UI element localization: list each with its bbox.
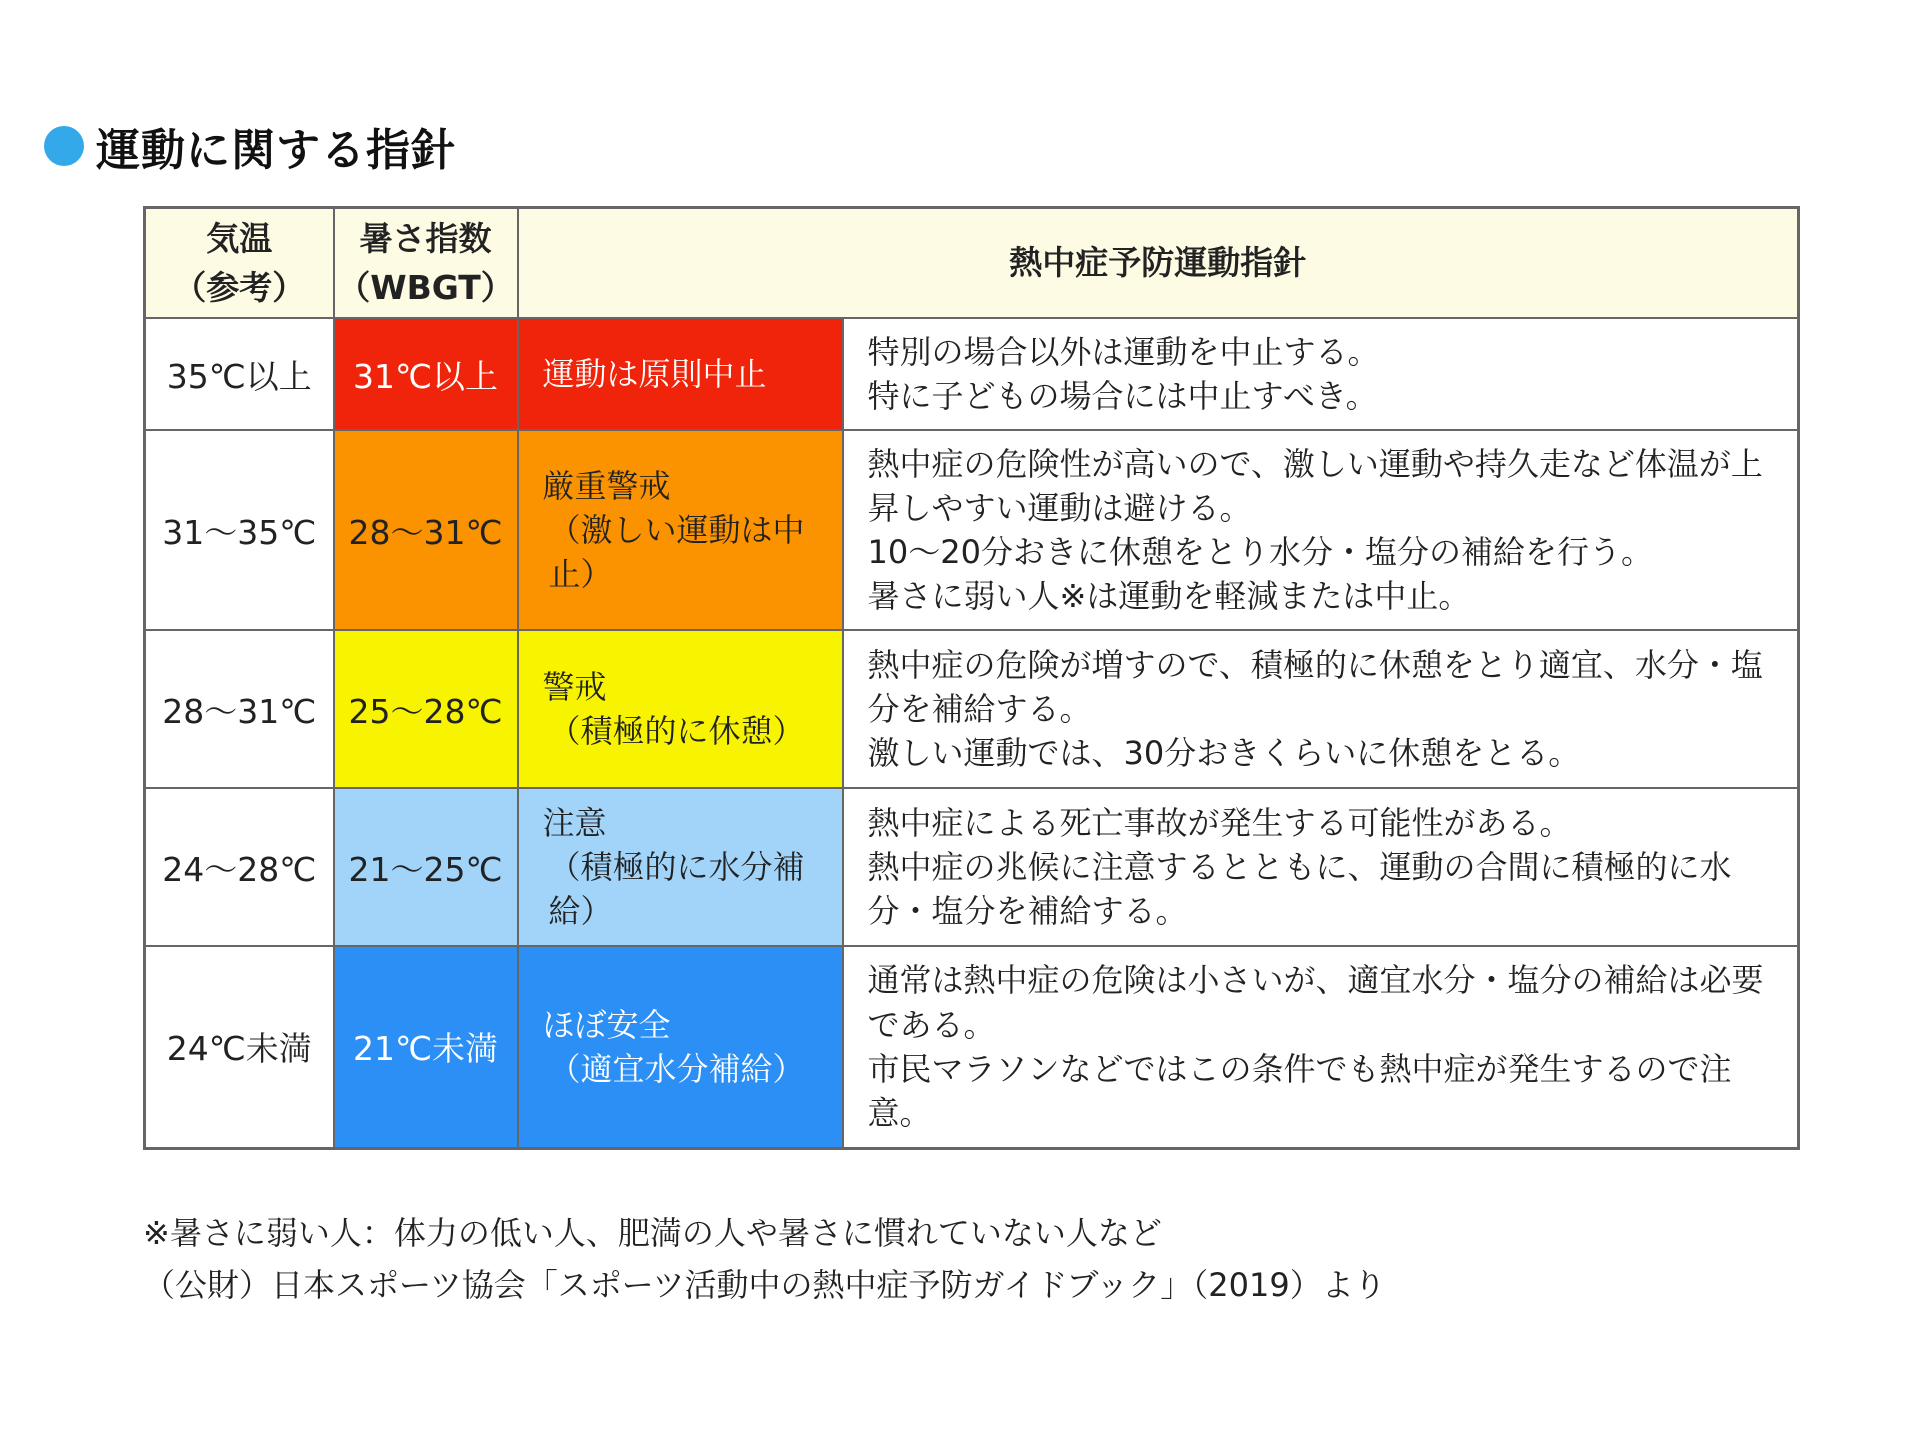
level-cell (518, 430, 843, 630)
level-cell (518, 630, 843, 788)
header-wbgt-label: 暑さ指数 (359, 218, 492, 258)
bullet-dot-icon (44, 126, 84, 166)
advice-line: 熱中症による死亡事故が発生する可能性がある。 (867, 803, 1572, 842)
wbgt-cell: 21～25℃ (334, 788, 518, 946)
temperature-cell: 31～35℃ (145, 430, 334, 630)
header-wbgt-note: （WBGT） (337, 268, 514, 307)
table-row (145, 318, 1799, 430)
wbgt-cell: 21℃未満 (334, 946, 518, 1148)
level-cell (518, 788, 843, 946)
header-guideline: 熱中症予防運動指針 (518, 208, 1799, 319)
level-subtitle: （適宜水分補給） (548, 1049, 805, 1088)
advice-cell (843, 318, 1799, 430)
level-subtitle: （激しい運動は中止） (548, 510, 805, 594)
table-row (145, 946, 1799, 1148)
temperature-cell: 28～31℃ (145, 630, 334, 788)
wbgt-cell: 25～28℃ (334, 630, 518, 788)
level-cell (518, 318, 843, 430)
header-wbgt (334, 208, 518, 319)
level-cell (518, 946, 843, 1148)
wbgt-cell: 28～31℃ (334, 430, 518, 630)
level-subtitle: （積極的に休憩） (548, 712, 805, 750)
level-title: ほぼ安全 (542, 1005, 671, 1044)
advice-line: 熱中症の危険性が高いので、激しい運動や持久走など体温が上昇しやすい運動は避ける。 (867, 444, 1763, 527)
advice-line: 市民マラソンなどではこの条件でも熱中症が発生するので注意。 (867, 1049, 1732, 1132)
advice-cell (843, 946, 1799, 1148)
level-title: 警戒 (542, 667, 607, 706)
temperature-cell: 24～28℃ (145, 788, 334, 946)
level-title: 厳重警戒 (542, 466, 671, 505)
advice-line: 特別の場合以外は運動を中止する。 (867, 332, 1380, 371)
advice-line: 熱中症の兆候に注意するとともに、運動の合間に積極的に水分・塩分を補給する。 (867, 847, 1732, 931)
header-temperature-note: （参考） (173, 268, 306, 307)
header-temperature-label: 気温 (206, 218, 273, 258)
advice-cell (843, 788, 1799, 946)
temperature-cell: 35℃以上 (145, 318, 334, 430)
page-heading (44, 118, 456, 174)
level-subtitle: （積極的に水分補給） (548, 847, 805, 931)
advice-line: 10～20分おきに休憩をとり水分・塩分の補給を行う。 (867, 533, 1653, 571)
table-row (145, 788, 1799, 946)
footnote-note: ※暑さに弱い人：体力の低い人、肥満の人や暑さに慣れていない人など (143, 1214, 1162, 1252)
advice-line: 激しい運動では、30分おきくらいに休憩をとる。 (867, 734, 1581, 773)
exercise-guideline-table (143, 206, 1800, 1150)
advice-line: 通常は熱中症の危険は小さいが、適宜水分・塩分の補給は必要である。 (867, 961, 1764, 1044)
advice-cell (843, 430, 1799, 630)
header-temperature (145, 208, 334, 319)
advice-cell (843, 630, 1799, 788)
footnotes (143, 1208, 1386, 1312)
page-title: 運動に関する指針 (96, 125, 456, 176)
temperature-cell: 24℃未満 (145, 946, 334, 1148)
advice-line: 熱中症の危険が増すので、積極的に休憩をとり適宜、水分・塩分を補給する。 (867, 645, 1763, 728)
wbgt-cell: 31℃以上 (334, 318, 518, 430)
footnote-source: （公財）日本スポーツ協会「スポーツ活動中の熱中症予防ガイドブック」（2019）より (143, 1265, 1386, 1304)
level-title: 運動は原則中止 (542, 354, 767, 393)
advice-line: 特に子どもの場合には中止すべき。 (867, 377, 1378, 415)
table-row (145, 430, 1799, 630)
table-row (145, 630, 1799, 788)
advice-line: 暑さに弱い人※は運動を軽減または中止。 (867, 577, 1471, 616)
level-title: 注意 (542, 803, 607, 842)
table-header-row (145, 208, 1799, 319)
